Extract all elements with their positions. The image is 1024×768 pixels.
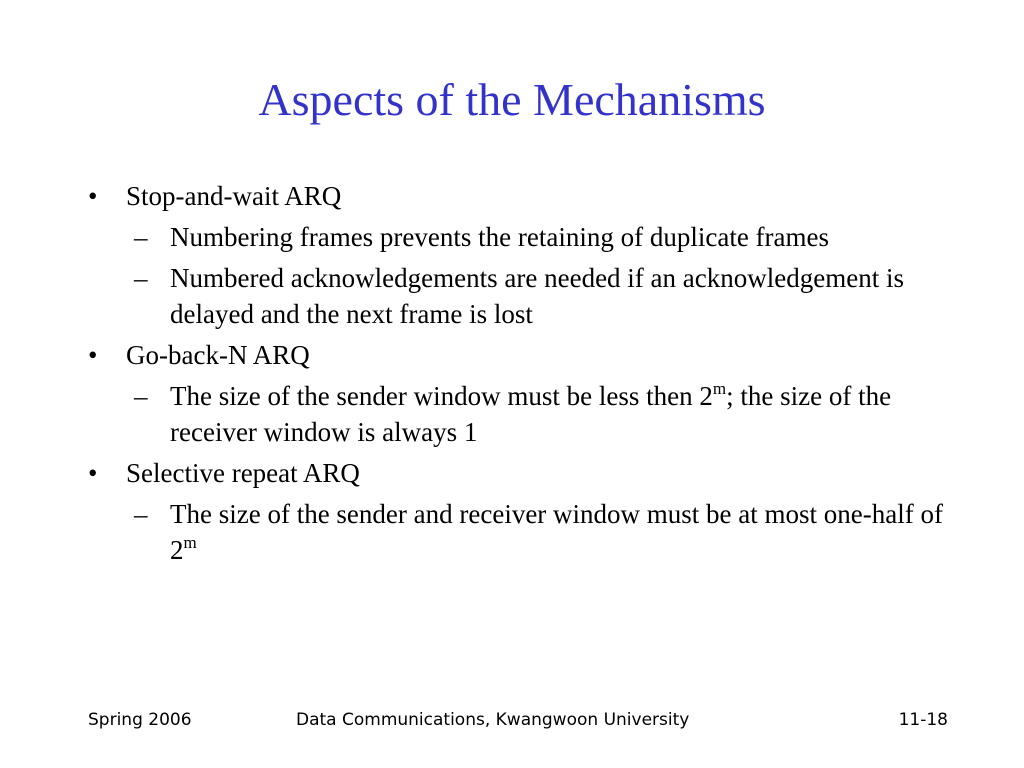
- sub-item: [126, 219, 968, 255]
- bullet-text: Stop-and-wait ARQ: [126, 181, 342, 211]
- sub-item-text-pre: The size of the sender and receiver window must be at most one-half of 2: [170, 499, 943, 565]
- sub-item: [126, 260, 968, 332]
- dash-marker: –: [134, 263, 148, 293]
- sub-list: [126, 378, 968, 450]
- sub-item-text: Numbered acknowledgements are needed if an acknowledgement is delayed and the next frame is lost: [170, 263, 904, 329]
- bullet-text: Selective repeat ARQ: [126, 458, 360, 488]
- sub-item-text: Numbering frames prevents the retaining of duplicate frames: [170, 222, 830, 252]
- bullet-marker: •: [88, 181, 98, 211]
- sub-list: [126, 219, 968, 332]
- footer-slide-number: 11-18: [898, 710, 948, 730]
- sub-list: [126, 496, 968, 568]
- footer-course: Data Communications, Kwangwoon University: [296, 710, 690, 730]
- dash-marker: –: [134, 222, 148, 252]
- dash-marker: –: [134, 381, 148, 411]
- dash-marker: –: [134, 499, 148, 529]
- bullet-text: Go-back-N ARQ: [126, 340, 310, 370]
- footer-date: Spring 2006: [88, 710, 192, 730]
- slide-title: Aspects of the Mechanisms: [258, 74, 766, 125]
- bullet-item-selective-repeat: [88, 455, 968, 568]
- bullet-item-stop-and-wait: [88, 178, 968, 332]
- superscript: m: [183, 533, 197, 552]
- bullet-list: [88, 178, 968, 568]
- bullet-marker: •: [88, 458, 98, 488]
- bullet-item-go-back-n: [88, 337, 968, 450]
- sub-item-text-post: ; the size of the receiver window is always 1: [170, 381, 892, 447]
- bullet-marker: •: [88, 340, 98, 370]
- sub-item: [126, 378, 968, 450]
- sub-item-text-pre: The size of the sender window must be less then 2: [170, 381, 713, 411]
- sub-item: [126, 496, 968, 568]
- superscript: m: [712, 379, 727, 398]
